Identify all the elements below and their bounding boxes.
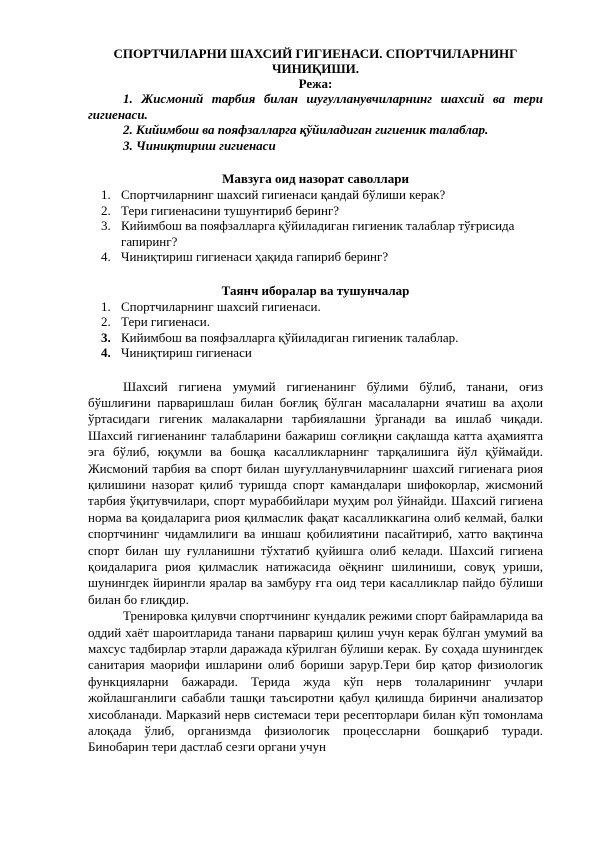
concept-item xyxy=(101,345,543,361)
concept-item xyxy=(101,330,543,346)
concept-text: Спортчиларнинг шахсий гигиенаси. xyxy=(121,298,321,314)
concept-text: Кийимбош ва пояфзалларга қўйиладиган гигиеник талаблар. xyxy=(121,329,459,345)
concept-item xyxy=(101,314,543,330)
concept-number: 2. xyxy=(101,314,111,329)
plan-item-1: 1. Жисмоний тарбия билан шуғулланувчиларнинг шахсий ва тери гигиенаси. xyxy=(88,91,543,122)
question-number: 3. xyxy=(101,218,111,233)
question-item xyxy=(101,203,543,219)
concept-number: 3. xyxy=(101,329,111,345)
concept-text: Тери гигиенаси. xyxy=(121,314,210,329)
concept-item xyxy=(101,299,543,315)
question-number: 2. xyxy=(101,202,111,218)
concepts-heading: Таянч иборалар ва тушунчалар xyxy=(221,282,410,298)
concept-number: 4. xyxy=(101,345,111,360)
page-title: СПОРТЧИЛАРНИ ШАХСИЙ ГИГИЕНАСИ. СПОРТЧИЛАРНИНГ ЧИНИҚИШИ. xyxy=(113,46,518,76)
concept-text: Чиниқтириш гигиенаси xyxy=(121,345,252,360)
plan-item-2: 2. Кийимбош ва пояфзалларга қўйиладиган гигиеник талаблар. xyxy=(123,122,489,137)
plan-item-3: 3. Чиниқтириш гигиенаси xyxy=(123,137,276,153)
concepts-list xyxy=(88,299,543,361)
plan-heading: Режа: xyxy=(298,76,333,91)
body-paragraph-1: Шахсий гигиена умумий гигиенанинг бўлими бўлиб, танани, оғиз бўшлиғини парваришлаш билан боғлиқ бўлган масалаларни ячатиш ва аҳоли ўртасидаги гигеник малакаларни тарбиялашни ўрганади ва ишлаб чиқади. Шахсий гигиенанинг талабларини бажариш соғлиқни сақлашда катта аҳамиятга эга бўлиб, юқумли ва бошқа касалликларнинг тарқалишига йўл қўймайди. Жисмоний тарбия ва спорт билан шуғулланувчиларнинг шахсий гигиенага риоя қилишини назорат қилиб туришда спорт камандалари шифокорлар, жисмоний тарбия ўқитувчилари, спорт мураббийлари муҳим рол ўйнайди. Шахсий гигиена норма ва қоидаларига риоя қилмаслик фақат касалликкагина олиб келмай, балки спортчининг чидамлилиги ва иншаш қобилиятини пасайтириб, хатто вақтинча спорт билан шу ғулланишни тўхтатиб қуйишга олиб келади. Шахсий гигиена қоидаларига риоя қилмаслик натижасида оёқнинг шилиниши, совуқ уриши, шунингдек йирингли яралар ва замбуру ғга оид тери касалликлар пайдо бўлиши билан бо ғлиқдир. xyxy=(88,378,543,607)
questions-list xyxy=(88,187,543,265)
question-item xyxy=(101,187,543,203)
question-text: Кийимбош ва пояфзалларга қўйиладиган гигиеник талаблар тўғрисида гапиринг? xyxy=(121,218,515,249)
concept-number: 1. xyxy=(101,298,111,314)
questions-heading: Мавзуга оид назорат саволлари xyxy=(222,171,409,186)
question-number: 4. xyxy=(101,249,111,264)
question-item xyxy=(101,218,543,249)
question-number: 1. xyxy=(101,187,111,202)
question-text: Чиниқтириш гигиенаси ҳақида гапириб беринг? xyxy=(121,249,389,264)
question-item xyxy=(101,249,543,265)
body-paragraph-2: Тренировка қилувчи спортчининг кундалик режими спорт байрамларида ва оддий хаёт шароитларида танани парвариш қилиш учун керак бўлган умумий ва махсус тадбирлар этарли даражада кўрилган бўлиши керак. Бу соҳада шунингдек санитария маорифи ишларини олиб бориши зарур.Тери бир қатор физиологик функцияларни бажаради. Терида жуда кўп нерв толаларининг учлари жойлашганлиги сабабли ташқи таъсиротни қабул қилишда биринчи анализатор хисобланади. Марказий нерв системаси тери ресепторлари билан кўп томонлама алоқада ўлиб, организмда физиологик процессларни бошқариб туради. Бинобарин тери дастлаб сезги органи учун xyxy=(88,608,543,755)
question-text: Тери гигиенасини тушунтириб беринг? xyxy=(121,202,340,218)
question-text: Спортчиларнинг шахсий гигиенаси қандай бўлиши керак? xyxy=(121,187,446,202)
